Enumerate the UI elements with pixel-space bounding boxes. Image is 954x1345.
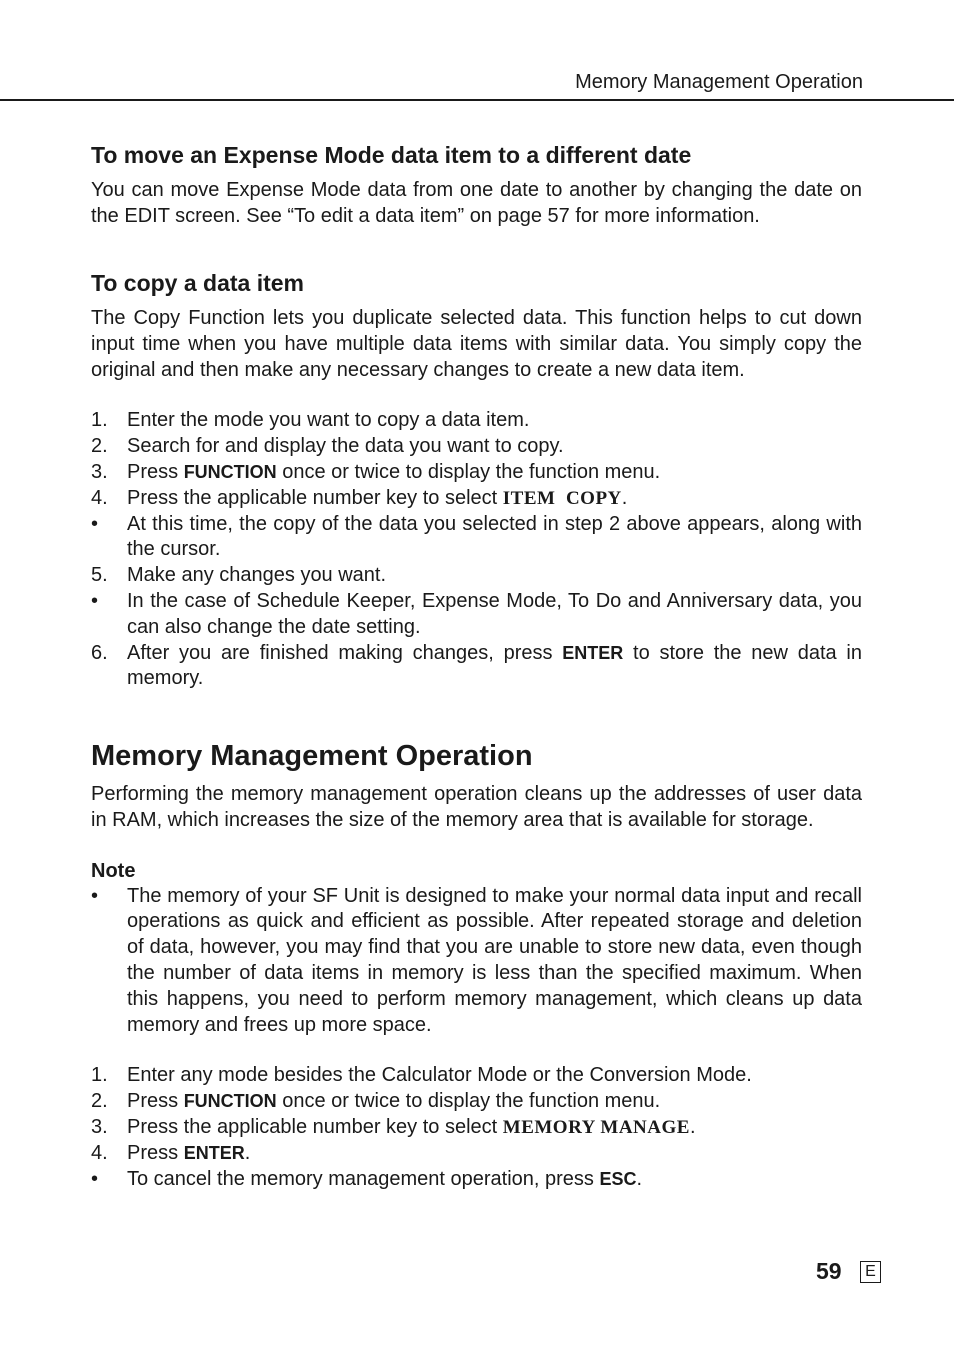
list-item: • To cancel the memory management operation, press ESC. <box>91 1167 643 1190</box>
list-item: 6. After you are finished making changes, press ENTER to store the new data in memory. <box>91 641 862 690</box>
key-label: ENTER <box>562 642 624 663</box>
section-body: The Copy Function lets you duplicate selected data. This function helps to cut down input time when you have multiple data items with similar data. You simply copy the original and then make any necessary changes to create a new data item. <box>91 307 862 381</box>
memory-steps-list <box>91 1063 862 1192</box>
note-heading: Note <box>91 859 136 882</box>
key-label: ENTER <box>183 1142 245 1163</box>
page-number: 59 <box>816 1258 842 1284</box>
list-item: • At this time, the copy of the data you selected in step 2 above appears, along with the cursor. <box>91 512 862 561</box>
language-badge: E <box>860 1261 881 1283</box>
list-item: 1. Enter the mode you want to copy a data item. <box>91 409 530 432</box>
key-label: FUNCTION <box>183 1091 277 1112</box>
section-memory-management <box>91 740 862 1192</box>
section-body: You can move Expense Mode data from one date to another by changing the date on the EDIT screen. See “To edit a data item” on page 57 for more information. <box>91 179 862 227</box>
list-item: 1. Enter any mode besides the Calculator Mode or the Conversion Mode. <box>91 1064 752 1087</box>
page-title: Memory Management Operation <box>91 740 533 772</box>
list-item: 4. Press ENTER. <box>91 1141 251 1164</box>
list-item: 3. Press FUNCTION once or twice to display the function menu. <box>91 460 661 483</box>
list-item: • The memory of your SF Unit is designed to make your normal data input and recall operations as quick and efficient as possible. After repeated storage and deletion of data, however, you may find that you are unable to store new data, even though the number of data items in memory is less than the specified maximum. When this happens, you need to perform memory management, which cleans up data memory and frees up more space. <box>91 884 862 1036</box>
list-item: 3. Press the applicable number key to select MEMORY MANAGE. <box>91 1115 696 1138</box>
section-copy-item <box>91 270 862 692</box>
section-heading: To move an Expense Mode data item to a different date <box>91 142 692 168</box>
list-item: 4. Press the applicable number key to select ITEM COPY. <box>91 486 628 509</box>
key-label: ESC <box>599 1168 637 1189</box>
key-label: FUNCTION <box>183 461 277 482</box>
list-item: • In the case of Schedule Keeper, Expense Mode, To Do and Anniversary data, you can also change the date setting. <box>91 589 862 638</box>
note-list <box>91 884 862 1039</box>
display-label: ITEM COPY <box>502 487 622 509</box>
section-move-expense <box>91 142 862 230</box>
display-label: MEMORY MANAGE <box>502 1116 690 1138</box>
list-item: 5. Make any changes you want. <box>91 564 387 587</box>
running-header: Memory Management Operation <box>575 71 863 93</box>
list-item: 2. Search for and display the data you want to copy. <box>91 435 564 458</box>
list-item: 2. Press FUNCTION once or twice to display the function menu. <box>91 1090 661 1113</box>
section-body: Performing the memory management operation cleans up the addresses of user data in RAM, which increases the size of the memory area that is available for storage. <box>91 783 862 831</box>
copy-steps-list <box>91 408 862 692</box>
header-rule <box>0 99 954 101</box>
section-heading: To copy a data item <box>91 270 305 296</box>
